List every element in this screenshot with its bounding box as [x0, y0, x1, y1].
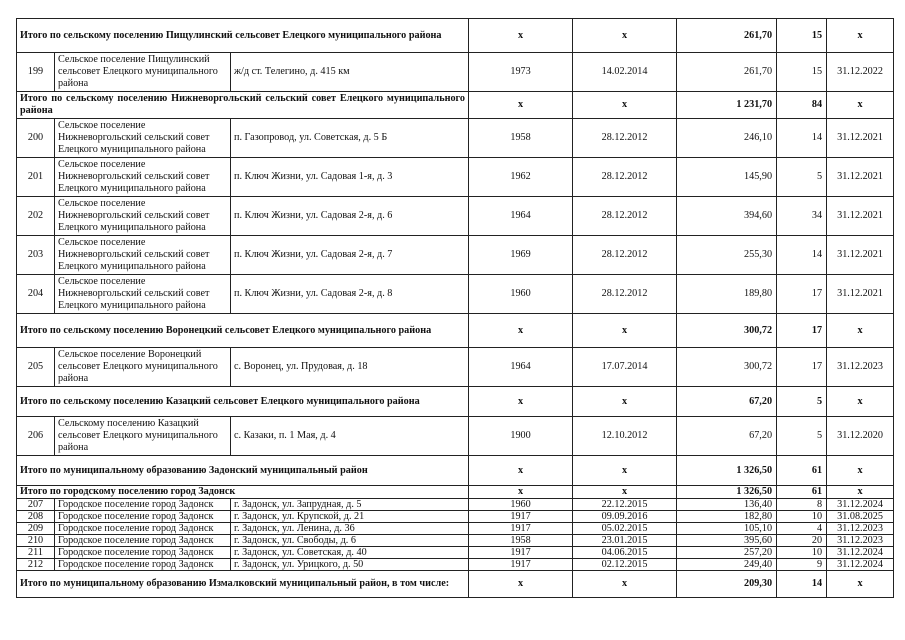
deadline-cell: 31.12.2024 — [827, 547, 894, 559]
count-cell: 20 — [777, 535, 827, 547]
count-cell: 10 — [777, 547, 827, 559]
area-cell: 67,20 — [677, 417, 777, 456]
row-number-cell: 210 — [17, 535, 55, 547]
table-row — [17, 499, 894, 511]
address-cell: ж/д ст. Телегино, д. 415 км — [231, 53, 469, 92]
subtotal-label: Итого по сельскому поселению Пищулинский сельсовет Елецкого муниципального района — [17, 19, 469, 53]
owner-cell: Сельское поселение Нижневоргольский сельский совет Елецкого муниципального района — [55, 119, 231, 158]
deadline-cell: 31.12.2023 — [827, 535, 894, 547]
year-cell: 1958 — [469, 119, 573, 158]
year-cell: 1960 — [469, 275, 573, 314]
area-cell: 1 326,50 — [677, 486, 777, 499]
table-row — [17, 119, 894, 158]
deadline-cell: 31.12.2021 — [827, 158, 894, 197]
deadline-cell: 31.12.2021 — [827, 275, 894, 314]
address-cell: п. Ключ Жизни, ул. Садовая 2-я, д. 6 — [231, 197, 469, 236]
deadline-cell: х — [827, 92, 894, 119]
address-cell: г. Задонск, ул. Крупской, д. 21 — [231, 511, 469, 523]
subtotal-row — [17, 19, 894, 53]
count-cell: 10 — [777, 511, 827, 523]
row-number-cell: 205 — [17, 348, 55, 387]
address-cell: п. Ключ Жизни, ул. Садовая 2-я, д. 8 — [231, 275, 469, 314]
count-cell: 14 — [777, 236, 827, 275]
address-cell: г. Задонск, ул. Ленина, д. 36 — [231, 523, 469, 535]
count-cell: 5 — [777, 158, 827, 197]
area-cell: 182,80 — [677, 511, 777, 523]
subtotal-label: Итого по муниципальному образованию Измалковский муниципальный район, в том числе: — [17, 571, 469, 598]
subtotal-label: Итого по сельскому поселению Нижневоргольский сельский совет Елецкого муниципального района — [17, 92, 469, 119]
registration-date-cell: х — [573, 486, 677, 499]
subtotal-row — [17, 456, 894, 486]
address-cell: п. Ключ Жизни, ул. Садовая 2-я, д. 7 — [231, 236, 469, 275]
registration-date-cell: 05.02.2015 — [573, 523, 677, 535]
year-cell: 1917 — [469, 547, 573, 559]
owner-cell: Сельское поселение Нижневоргольский сельский совет Елецкого муниципального района — [55, 236, 231, 275]
registration-date-cell: 28.12.2012 — [573, 119, 677, 158]
subtotal-label: Итого по муниципальному образованию Задонский муниципальный район — [17, 456, 469, 486]
row-number-cell: 199 — [17, 53, 55, 92]
owner-cell: Сельское поселение Нижневоргольский сельский совет Елецкого муниципального района — [55, 158, 231, 197]
deadline-cell: 31.12.2020 — [827, 417, 894, 456]
row-number-cell: 208 — [17, 511, 55, 523]
deadline-cell: х — [827, 387, 894, 417]
count-cell: 15 — [777, 19, 827, 53]
subtotal-label: Итого по сельскому поселению Казацкий сельсовет Елецкого муниципального района — [17, 387, 469, 417]
count-cell: 4 — [777, 523, 827, 535]
year-cell: 1973 — [469, 53, 573, 92]
registration-date-cell: х — [573, 571, 677, 598]
row-number-cell: 209 — [17, 523, 55, 535]
registration-date-cell: 04.06.2015 — [573, 547, 677, 559]
area-cell: 300,72 — [677, 348, 777, 387]
registration-date-cell: х — [573, 387, 677, 417]
deadline-cell: 31.12.2022 — [827, 53, 894, 92]
subtotal-row — [17, 571, 894, 598]
table-row — [17, 535, 894, 547]
row-number-cell: 201 — [17, 158, 55, 197]
owner-cell: Городское поселение город Задонск — [55, 511, 231, 523]
year-cell: х — [469, 571, 573, 598]
deadline-cell: 31.12.2021 — [827, 119, 894, 158]
table-row — [17, 511, 894, 523]
address-cell: г. Задонск, ул. Урицкого, д. 50 — [231, 559, 469, 571]
row-number-cell: 212 — [17, 559, 55, 571]
subtotal-label: Итого по городскому поселению город Задонск — [17, 486, 469, 499]
table-row — [17, 275, 894, 314]
registration-date-cell: 28.12.2012 — [573, 236, 677, 275]
area-cell: 394,60 — [677, 197, 777, 236]
count-cell: 61 — [777, 486, 827, 499]
count-cell: 8 — [777, 499, 827, 511]
count-cell: 84 — [777, 92, 827, 119]
row-number-cell: 200 — [17, 119, 55, 158]
year-cell: 1969 — [469, 236, 573, 275]
area-cell: 1 326,50 — [677, 456, 777, 486]
count-cell: 14 — [777, 571, 827, 598]
owner-cell: Городское поселение город Задонск — [55, 559, 231, 571]
year-cell: 1958 — [469, 535, 573, 547]
count-cell: 15 — [777, 53, 827, 92]
registration-date-cell: 28.12.2012 — [573, 197, 677, 236]
table-row — [17, 236, 894, 275]
registration-date-cell: 12.10.2012 — [573, 417, 677, 456]
count-cell: 17 — [777, 348, 827, 387]
address-cell: с. Казаки, п. 1 Мая, д. 4 — [231, 417, 469, 456]
count-cell: 14 — [777, 119, 827, 158]
address-cell: г. Задонск, ул. Советская, д. 40 — [231, 547, 469, 559]
deadline-cell: 31.12.2024 — [827, 499, 894, 511]
area-cell: 261,70 — [677, 19, 777, 53]
year-cell: 1964 — [469, 348, 573, 387]
area-cell: 249,40 — [677, 559, 777, 571]
year-cell: х — [469, 387, 573, 417]
row-number-cell: 203 — [17, 236, 55, 275]
registration-date-cell: 09.09.2016 — [573, 511, 677, 523]
owner-cell: Сельское поселение Нижневоргольский сельский совет Елецкого муниципального района — [55, 275, 231, 314]
registration-date-cell: 28.12.2012 — [573, 158, 677, 197]
registration-date-cell: х — [573, 19, 677, 53]
row-number-cell: 206 — [17, 417, 55, 456]
row-number-cell: 211 — [17, 547, 55, 559]
area-cell: 1 231,70 — [677, 92, 777, 119]
row-number-cell: 202 — [17, 197, 55, 236]
table-row — [17, 559, 894, 571]
row-number-cell: 204 — [17, 275, 55, 314]
area-cell: 261,70 — [677, 53, 777, 92]
subtotal-label: Итого по сельскому поселению Воронецкий сельсовет Елецкого муниципального района — [17, 314, 469, 348]
table-row — [17, 197, 894, 236]
area-cell: 255,30 — [677, 236, 777, 275]
registration-date-cell: 23.01.2015 — [573, 535, 677, 547]
deadline-cell: х — [827, 486, 894, 499]
address-cell: с. Воронец, ул. Прудовая, д. 18 — [231, 348, 469, 387]
count-cell: 17 — [777, 314, 827, 348]
owner-cell: Городское поселение город Задонск — [55, 547, 231, 559]
year-cell: х — [469, 486, 573, 499]
year-cell: 1917 — [469, 511, 573, 523]
owner-cell: Сельское поселение Пищулинский сельсовет Елецкого муниципального района — [55, 53, 231, 92]
year-cell: 1962 — [469, 158, 573, 197]
subtotal-row — [17, 486, 894, 499]
deadline-cell: х — [827, 571, 894, 598]
count-cell: 34 — [777, 197, 827, 236]
area-cell: 395,60 — [677, 535, 777, 547]
owner-cell: Городское поселение город Задонск — [55, 535, 231, 547]
owner-cell: Сельское поселение Воронецкий сельсовет Елецкого муниципального района — [55, 348, 231, 387]
table-row — [17, 348, 894, 387]
area-cell: 67,20 — [677, 387, 777, 417]
registration-date-cell: х — [573, 92, 677, 119]
year-cell: 1960 — [469, 499, 573, 511]
subtotal-row — [17, 314, 894, 348]
table-row — [17, 417, 894, 456]
property-register-table — [16, 18, 894, 598]
year-cell: х — [469, 19, 573, 53]
registration-date-cell: 28.12.2012 — [573, 275, 677, 314]
owner-cell: Сельское поселение Нижневоргольский сельский совет Елецкого муниципального района — [55, 197, 231, 236]
registration-date-cell: 14.02.2014 — [573, 53, 677, 92]
registration-date-cell: 02.12.2015 — [573, 559, 677, 571]
area-cell: 145,90 — [677, 158, 777, 197]
subtotal-row — [17, 387, 894, 417]
area-cell: 136,40 — [677, 499, 777, 511]
owner-cell: Городское поселение город Задонск — [55, 499, 231, 511]
owner-cell: Городское поселение город Задонск — [55, 523, 231, 535]
year-cell: 1917 — [469, 559, 573, 571]
registration-date-cell: 17.07.2014 — [573, 348, 677, 387]
address-cell: п. Ключ Жизни, ул. Садовая 1-я, д. 3 — [231, 158, 469, 197]
registration-date-cell: 22.12.2015 — [573, 499, 677, 511]
address-cell: г. Задонск, ул. Запрудная, д. 5 — [231, 499, 469, 511]
deadline-cell: х — [827, 456, 894, 486]
count-cell: 5 — [777, 417, 827, 456]
owner-cell: Сельскому поселению Казацкий сельсовет Елецкого муниципального района — [55, 417, 231, 456]
table-row — [17, 53, 894, 92]
area-cell: 300,72 — [677, 314, 777, 348]
address-cell: г. Задонск, ул. Свободы, д. 6 — [231, 535, 469, 547]
row-number-cell: 207 — [17, 499, 55, 511]
address-cell: п. Газопровод, ул. Советская, д. 5 Б — [231, 119, 469, 158]
area-cell: 209,30 — [677, 571, 777, 598]
area-cell: 105,10 — [677, 523, 777, 535]
deadline-cell: 31.12.2021 — [827, 236, 894, 275]
deadline-cell: 31.12.2023 — [827, 348, 894, 387]
table-row — [17, 523, 894, 535]
deadline-cell: 31.12.2024 — [827, 559, 894, 571]
deadline-cell: х — [827, 314, 894, 348]
table-row — [17, 547, 894, 559]
year-cell: 1900 — [469, 417, 573, 456]
table-body — [17, 19, 894, 598]
deadline-cell: 31.12.2021 — [827, 197, 894, 236]
year-cell: х — [469, 92, 573, 119]
area-cell: 257,20 — [677, 547, 777, 559]
year-cell: 1917 — [469, 523, 573, 535]
year-cell: 1964 — [469, 197, 573, 236]
table-row — [17, 158, 894, 197]
registration-date-cell: х — [573, 456, 677, 486]
area-cell: 189,80 — [677, 275, 777, 314]
deadline-cell: х — [827, 19, 894, 53]
year-cell: х — [469, 456, 573, 486]
count-cell: 17 — [777, 275, 827, 314]
deadline-cell: 31.12.2023 — [827, 523, 894, 535]
count-cell: 9 — [777, 559, 827, 571]
registration-date-cell: х — [573, 314, 677, 348]
count-cell: 61 — [777, 456, 827, 486]
document-page — [16, 18, 893, 598]
year-cell: х — [469, 314, 573, 348]
area-cell: 246,10 — [677, 119, 777, 158]
count-cell: 5 — [777, 387, 827, 417]
subtotal-row — [17, 92, 894, 119]
deadline-cell: 31.08.2025 — [827, 511, 894, 523]
